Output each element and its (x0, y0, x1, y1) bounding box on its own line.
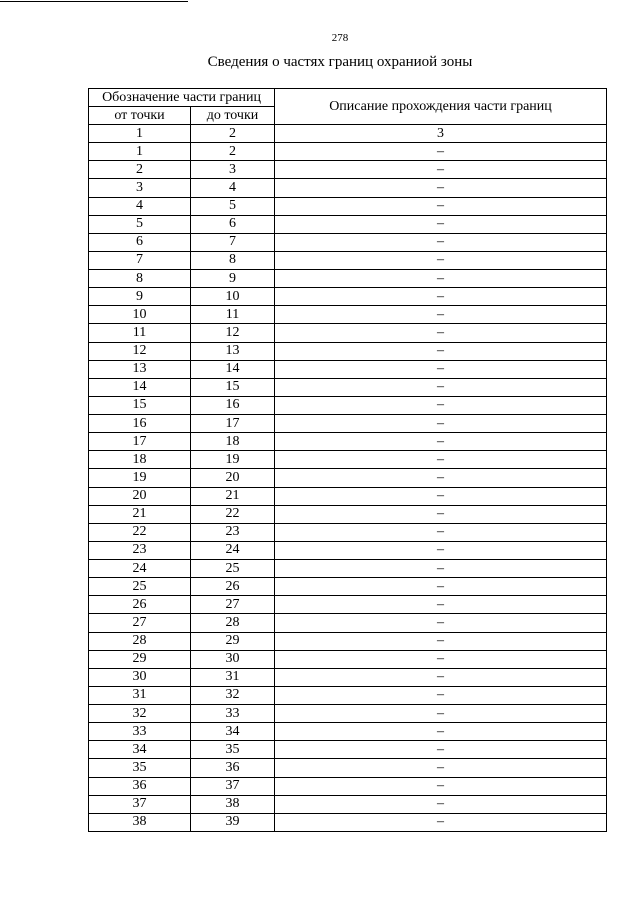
table-row (89, 433, 607, 451)
table-row (89, 306, 607, 324)
table-row (89, 686, 607, 704)
table-body (89, 125, 607, 832)
cell-description: – (275, 560, 607, 578)
cell-from-point: 22 (89, 523, 191, 541)
cell-from-point: 6 (89, 233, 191, 251)
cell-from-point: 29 (89, 650, 191, 668)
table-row (89, 632, 607, 650)
cell-to-point: 38 (191, 795, 275, 813)
cell-description: – (275, 161, 607, 179)
cell-to-point: 4 (191, 179, 275, 197)
cell-to-point: 21 (191, 487, 275, 505)
cell-to-point: 7 (191, 233, 275, 251)
cell-to-point: 36 (191, 759, 275, 777)
top-rule (0, 1, 188, 2)
cell-description: – (275, 813, 607, 831)
cell-to-point: 13 (191, 342, 275, 360)
cell-from-point: 2 (89, 161, 191, 179)
cell-description: – (275, 288, 607, 306)
table-row (89, 759, 607, 777)
cell-description: – (275, 324, 607, 342)
cell-from-point: 21 (89, 505, 191, 523)
cell-description: – (275, 270, 607, 288)
table-row (89, 251, 607, 269)
table-row (89, 668, 607, 686)
cell-from-point: 33 (89, 723, 191, 741)
cell-to-point: 17 (191, 415, 275, 433)
cell-to-point: 12 (191, 324, 275, 342)
cell-to-point: 25 (191, 560, 275, 578)
table-row (89, 451, 607, 469)
table-header (89, 89, 607, 125)
cell-description: – (275, 179, 607, 197)
table-row (89, 415, 607, 433)
cell-to-point: 37 (191, 777, 275, 795)
cell-description: – (275, 723, 607, 741)
cell-from-point: 14 (89, 378, 191, 396)
cell-description: – (275, 614, 607, 632)
table-row (89, 741, 607, 759)
cell-from-point: 8 (89, 270, 191, 288)
cell-to-point: 18 (191, 433, 275, 451)
table-row (89, 777, 607, 795)
column-number-1: 1 (89, 125, 191, 143)
header-description: Описание прохождения части границ (275, 89, 607, 125)
cell-from-point: 24 (89, 560, 191, 578)
cell-description: – (275, 795, 607, 813)
cell-from-point: 36 (89, 777, 191, 795)
cell-to-point: 10 (191, 288, 275, 306)
cell-to-point: 9 (191, 270, 275, 288)
cell-to-point: 29 (191, 632, 275, 650)
cell-description: – (275, 596, 607, 614)
table-row (89, 541, 607, 559)
column-number-2: 2 (191, 125, 275, 143)
cell-description: – (275, 741, 607, 759)
cell-from-point: 34 (89, 741, 191, 759)
cell-to-point: 2 (191, 143, 275, 161)
table-row (89, 215, 607, 233)
cell-from-point: 1 (89, 143, 191, 161)
cell-description: – (275, 215, 607, 233)
cell-description: – (275, 433, 607, 451)
cell-from-point: 31 (89, 686, 191, 704)
table-row (89, 179, 607, 197)
table-row (89, 469, 607, 487)
table-row (89, 614, 607, 632)
cell-to-point: 20 (191, 469, 275, 487)
cell-from-point: 13 (89, 360, 191, 378)
cell-from-point: 17 (89, 433, 191, 451)
cell-from-point: 10 (89, 306, 191, 324)
cell-to-point: 8 (191, 251, 275, 269)
table-row (89, 342, 607, 360)
cell-to-point: 34 (191, 723, 275, 741)
cell-description: – (275, 759, 607, 777)
header-from-point: от точки (89, 107, 191, 125)
table-row (89, 360, 607, 378)
cell-description: – (275, 469, 607, 487)
table-row (89, 233, 607, 251)
cell-to-point: 32 (191, 686, 275, 704)
header-to-point: до точки (191, 107, 275, 125)
cell-from-point: 4 (89, 197, 191, 215)
cell-description: – (275, 523, 607, 541)
table-row (89, 161, 607, 179)
cell-description: – (275, 306, 607, 324)
table-row (89, 523, 607, 541)
cell-to-point: 3 (191, 161, 275, 179)
cell-description: – (275, 143, 607, 161)
table-row (89, 324, 607, 342)
cell-to-point: 23 (191, 523, 275, 541)
cell-description: – (275, 686, 607, 704)
cell-to-point: 39 (191, 813, 275, 831)
cell-to-point: 30 (191, 650, 275, 668)
cell-to-point: 28 (191, 614, 275, 632)
cell-to-point: 14 (191, 360, 275, 378)
cell-from-point: 19 (89, 469, 191, 487)
table-row (89, 560, 607, 578)
table-row (89, 813, 607, 831)
cell-from-point: 28 (89, 632, 191, 650)
cell-description: – (275, 705, 607, 723)
cell-description: – (275, 632, 607, 650)
table-row (89, 650, 607, 668)
cell-description: – (275, 451, 607, 469)
table-row (89, 288, 607, 306)
page-title: Сведения о частях границ охраниой зоны (207, 54, 473, 70)
cell-description: – (275, 541, 607, 559)
cell-from-point: 11 (89, 324, 191, 342)
cell-description: – (275, 487, 607, 505)
table-row (89, 197, 607, 215)
cell-description: – (275, 505, 607, 523)
cell-description: – (275, 233, 607, 251)
cell-from-point: 23 (89, 541, 191, 559)
cell-to-point: 19 (191, 451, 275, 469)
table-row (89, 596, 607, 614)
cell-from-point: 35 (89, 759, 191, 777)
cell-from-point: 15 (89, 396, 191, 414)
cell-from-point: 18 (89, 451, 191, 469)
cell-from-point: 38 (89, 813, 191, 831)
table-row (89, 396, 607, 414)
cell-to-point: 33 (191, 705, 275, 723)
cell-from-point: 25 (89, 578, 191, 596)
table-row (89, 487, 607, 505)
cell-to-point: 11 (191, 306, 275, 324)
cell-from-point: 7 (89, 251, 191, 269)
cell-to-point: 24 (191, 541, 275, 559)
cell-description: – (275, 578, 607, 596)
table-row (89, 378, 607, 396)
cell-to-point: 35 (191, 741, 275, 759)
cell-to-point: 26 (191, 578, 275, 596)
cell-to-point: 22 (191, 505, 275, 523)
cell-to-point: 27 (191, 596, 275, 614)
cell-from-point: 12 (89, 342, 191, 360)
column-number-row (89, 125, 607, 143)
cell-from-point: 37 (89, 795, 191, 813)
header-boundary-designation: Обозначение части границ (89, 89, 275, 107)
cell-to-point: 5 (191, 197, 275, 215)
cell-description: – (275, 777, 607, 795)
table-row (89, 723, 607, 741)
table-row (89, 505, 607, 523)
boundary-parts-table (88, 88, 607, 832)
cell-from-point: 3 (89, 179, 191, 197)
table-row (89, 578, 607, 596)
cell-description: – (275, 378, 607, 396)
cell-from-point: 30 (89, 668, 191, 686)
column-number-3: 3 (275, 125, 607, 143)
cell-from-point: 16 (89, 415, 191, 433)
cell-description: – (275, 342, 607, 360)
cell-from-point: 20 (89, 487, 191, 505)
table-row (89, 270, 607, 288)
cell-to-point: 15 (191, 378, 275, 396)
cell-from-point: 9 (89, 288, 191, 306)
cell-description: – (275, 668, 607, 686)
table-row (89, 705, 607, 723)
cell-description: – (275, 197, 607, 215)
cell-description: – (275, 396, 607, 414)
cell-description: – (275, 251, 607, 269)
cell-to-point: 31 (191, 668, 275, 686)
cell-description: – (275, 650, 607, 668)
cell-from-point: 32 (89, 705, 191, 723)
table-row (89, 143, 607, 161)
header-row-1 (89, 89, 607, 107)
table-row (89, 795, 607, 813)
cell-from-point: 26 (89, 596, 191, 614)
cell-description: – (275, 360, 607, 378)
cell-from-point: 27 (89, 614, 191, 632)
cell-description: – (275, 415, 607, 433)
cell-from-point: 5 (89, 215, 191, 233)
cell-to-point: 16 (191, 396, 275, 414)
page-number: 278 (331, 32, 349, 44)
cell-to-point: 6 (191, 215, 275, 233)
